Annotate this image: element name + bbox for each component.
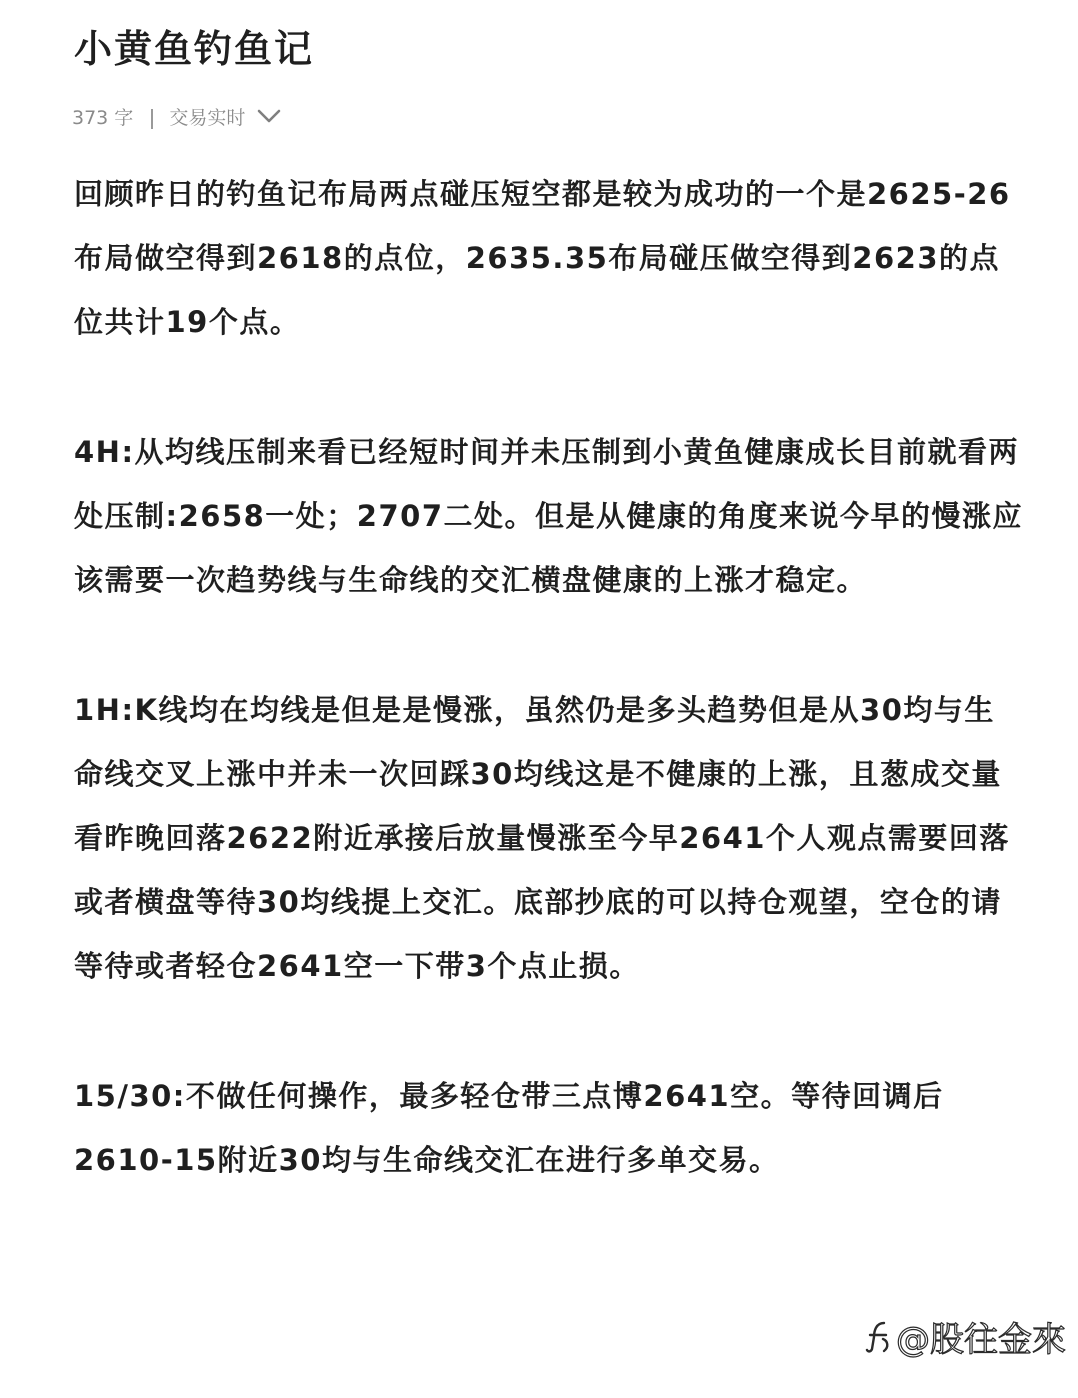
paragraph-15-30: 15/30:不做任何操作，最多轻仓带三点博2641空。等待回调后2610-15附近30均与生命线交汇在进行多单交易。	[74, 1079, 944, 1177]
watermark-text: @股往金來	[896, 1320, 1066, 1360]
platform-logo-icon	[864, 1319, 894, 1355]
article-body	[74, 162, 1024, 1192]
chevron-down-icon	[257, 108, 281, 124]
paragraph-1h: 1H:K线均在均线是但是是慢涨，虽然仍是多头趋势但是从30均与生命线交叉上涨中并未一次回踩30均线这是不健康的上涨，且葱成交量看昨晚回落2622附近承接后放量慢涨至今早2641个人观点需要回落或者横盘等待30均线提上交汇。底部抄底的可以持仓观望，空仓的请等待或者轻仓2641空一下带3个点止损。	[74, 693, 1010, 983]
paragraph-review: 回顾昨日的钓鱼记布局两点碰压短空都是较为成功的一个是2625-26布局做空得到2618的点位，2635.35布局碰压做空得到2623的点位共计19个点。	[74, 177, 1011, 339]
meta-divider	[151, 109, 153, 129]
category-dropdown[interactable]	[169, 103, 281, 130]
category-label: 交易实时	[169, 106, 246, 129]
watermark	[864, 1312, 1066, 1361]
article-title: 小黄鱼钓鱼记	[74, 27, 315, 71]
paragraph-4h: 4H:从均线压制来看已经短时间并未压制到小黄鱼健康成长目前就看两处压制:2658一处；2707二处。但是从健康的角度来说今早的慢涨应该需要一次趋势线与生命线的交汇横盘健康的上涨才稳定。	[74, 435, 1024, 597]
article-meta	[72, 100, 281, 132]
word-count: 373 字	[72, 106, 134, 129]
